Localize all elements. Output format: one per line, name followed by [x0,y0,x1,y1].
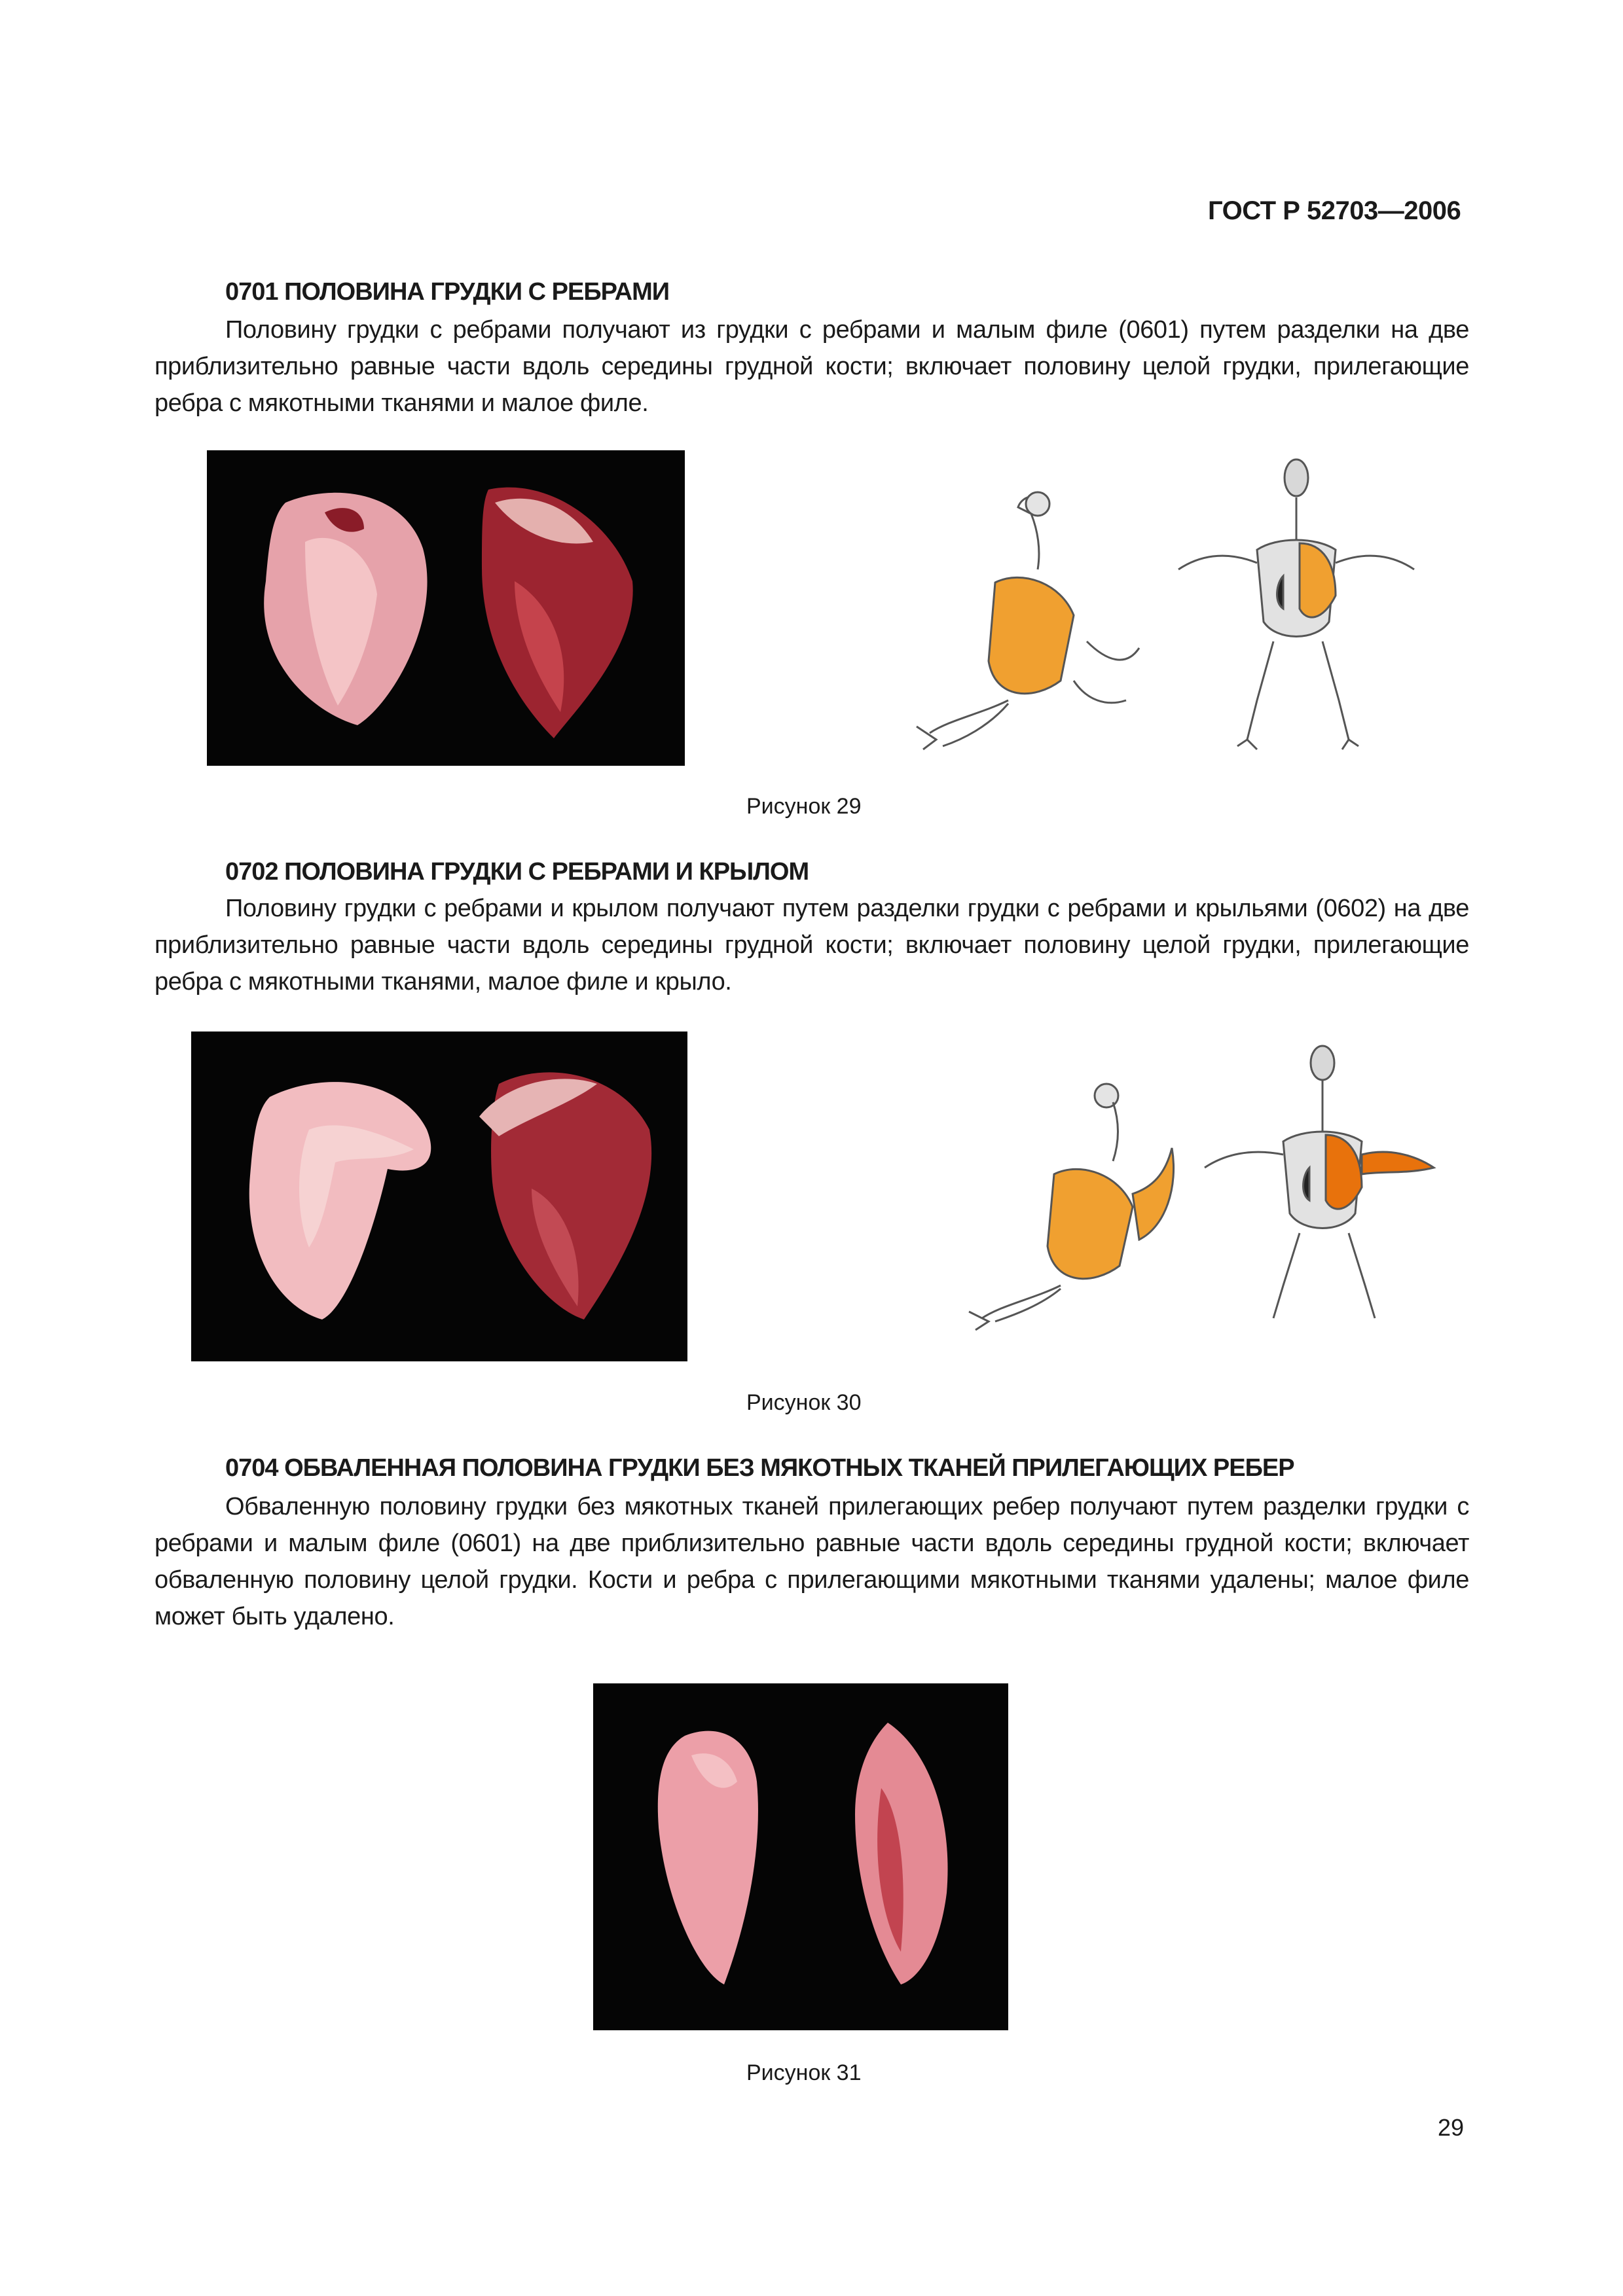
figure-caption-31: Рисунок 31 [746,2060,862,2085]
figure-caption-30: Рисунок 30 [746,1390,862,1415]
figure-caption-29: Рисунок 29 [746,794,862,819]
section-text-0702: Половину грудки с ребрами и крылом получают путем разделки грудки с ребрами и крыльями (0602) на две приблизительно равные части вдоль середины грудной кости; включает половину целой грудки, прилегающие ребра с мякотными тканями, малое филе и крыло. [155,895,1469,996]
section-text-0704: Обваленную половину грудки без мякотных тканей прилегающих ребер получают путем разделки грудки с ребрами и малым филе (0601) на две приблизительно равные части вдоль середины грудной кости; включает обваленную половину целой грудки. Кости и ребра с прилегающими мякотными тканями удалены; малое филе может быть удалено. [155,1493,1469,1630]
photo-breast-half-with-ribs [207,450,685,766]
photo-breast-half-with-ribs-and-wing [191,1031,687,1361]
section-title-0704: 0704 ОБВАЛЕННАЯ ПОЛОВИНА ГРУДКИ БЕЗ МЯКОТНЫХ ТКАНЕЙ ПРИЛЕГАЮЩИХ РЕБЕР [225,1454,1294,1482]
section-text-0701: Половину грудки с ребрами получают из грудки с ребрами и малым филе (0601) путем разделки на две приблизительно равные части вдоль середины грудной кости; включает половину целой грудки, прилегающие ребра с мякотными тканями и малое филе. [155,316,1469,417]
section-title-0702: 0702 ПОЛОВИНА ГРУДКИ С РЕБРАМИ И КРЫЛОМ [225,858,809,886]
document-code: ГОСТ Р 52703—2006 [1208,196,1461,225]
page-number: 29 [1438,2114,1465,2141]
photo-boneless-breast-half [593,1683,1008,2030]
section-title-0701: 0701 ПОЛОВИНА ГРУДКИ С РЕБРАМИ [225,278,670,306]
skeleton-diagram-0701 [890,452,1427,759]
skeleton-diagram-0702 [923,1043,1447,1331]
